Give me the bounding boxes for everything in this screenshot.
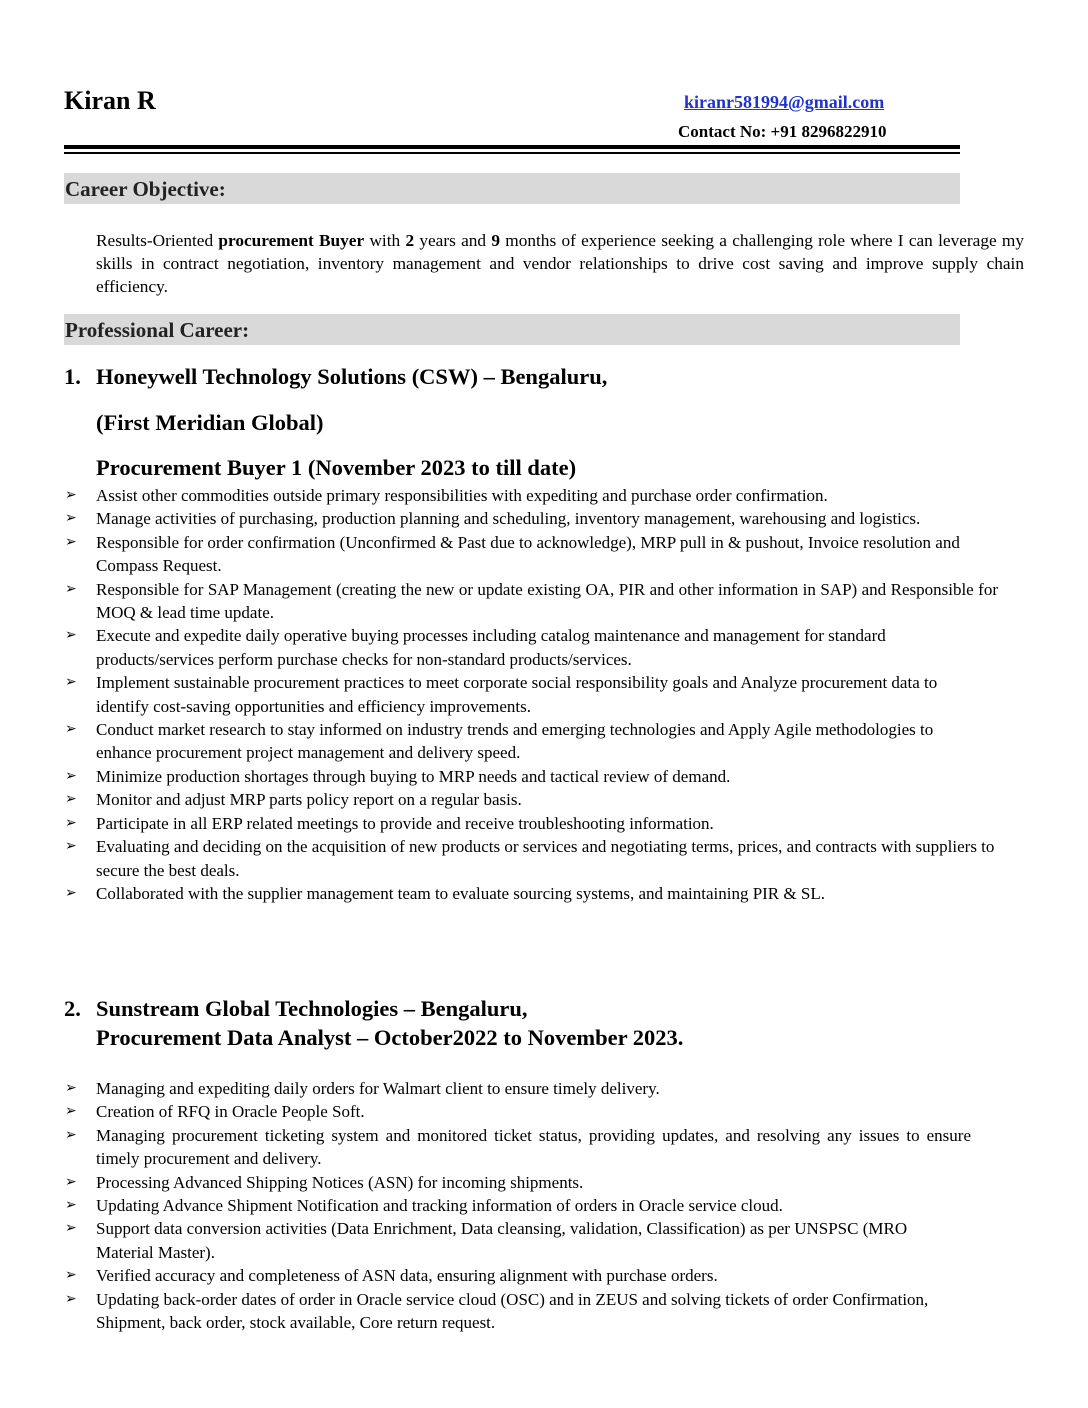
career-objective-heading: Career Objective: [65,177,226,201]
list-item-text: Minimize production shortages through buying to MRP needs and tactical review of demand. [96,766,731,786]
header-divider-thick [64,145,960,149]
list-item [65,1124,971,1171]
list-item [65,765,996,788]
job-1-responsibilities [65,484,998,905]
job-2-responsibilities [65,1077,971,1334]
arrow-bullet-icon: ➢ [65,815,77,831]
arrow-bullet-icon: ➢ [65,792,77,808]
arrow-bullet-icon: ➢ [65,1104,77,1120]
list-item [65,1288,951,1335]
arrow-bullet-icon: ➢ [65,1221,77,1237]
arrow-bullet-icon: ➢ [65,1081,77,1096]
list-item-text: Evaluating and deciding on the acquisition of new products or services and negotiating terms, prices, and contracts with suppliers to secure the best deals. [96,837,995,880]
list-item [65,671,956,718]
list-item-text: Participate in all ERP related meetings to provide and receive troubleshooting information. [96,813,714,833]
list-item [65,835,1001,882]
career-objective-text [96,229,1024,298]
objective-bold-part: 2 [405,231,415,250]
arrow-bullet-icon: ➢ [65,1268,77,1284]
list-item-text: Updating Advance Shipment Notification and tracking information of orders in Oracle service cloud. [96,1196,783,1216]
list-item-text: Managing and expediting daily orders for Walmart client to ensure timely delivery. [96,1079,660,1098]
list-item [65,1100,971,1123]
list-item [65,1264,971,1287]
list-item [65,484,936,507]
list-item-text: Support data conversion activities (Data Enrichment, Data cleansing, validation, Classification) as per UNSPSC (MRO Material Master). [96,1219,908,1262]
arrow-bullet-icon: ➢ [65,768,77,784]
arrow-bullet-icon: ➢ [65,675,77,691]
objective-text-part: with [364,231,406,250]
list-item [65,507,936,530]
candidate-name: Kiran R [64,86,156,115]
arrow-bullet-icon: ➢ [65,1291,77,1307]
list-item-text: Collaborated with the supplier management team to evaluate sourcing systems, and maintaining PIR & SL. [96,883,825,903]
list-item-text: Processing Advanced Shipping Notices (ASN) for incoming shipments. [96,1172,584,1192]
list-item [65,718,976,765]
list-item [65,578,998,625]
list-item [65,624,976,671]
list-item-text: Updating back-order dates of order in Oracle service cloud (OSC) and in ZEUS and solving tickets of order Confirmation, Shipment, back order, stock available, Core return request. [96,1289,929,1333]
professional-career-heading-band [64,314,960,345]
career-objective-heading-band [64,173,960,204]
arrow-bullet-icon: ➢ [65,1174,77,1190]
contact-number: Contact No: +91 8296822910 [678,122,887,141]
arrow-bullet-icon: ➢ [65,581,77,597]
list-item [65,531,1016,578]
list-item-text: Responsible for order confirmation (Unconfirmed & Past due to acknowledge), MRP pull in & pushout, Invoice resolution and Compass Request. [96,532,960,576]
arrow-bullet-icon: ➢ [65,1127,77,1143]
job-number: 1. [64,364,81,389]
list-item [65,788,996,811]
job-company: Sunstream Global Technologies – Bengaluru, [96,996,528,1021]
job-agency: (First Meridian Global) [96,410,324,435]
list-item [65,812,996,835]
list-item [65,1217,936,1264]
arrow-bullet-icon: ➢ [65,534,77,550]
list-item [65,882,996,905]
arrow-bullet-icon: ➢ [65,488,77,503]
professional-career-heading: Professional Career: [65,318,250,342]
objective-bold-part: procurement Buyer [218,231,365,250]
list-item-text: Verified accuracy and completeness of ASN data, ensuring alignment with purchase orders. [96,1266,718,1286]
list-item-text: Creation of RFQ in Oracle People Soft. [96,1102,365,1122]
objective-bold-part: 9 [491,231,500,250]
arrow-bullet-icon: ➢ [65,511,77,527]
arrow-bullet-icon: ➢ [65,722,77,738]
list-item [65,1077,971,1100]
objective-text-part: months of experience seeking a challenging role where I can leverage my skills in contract negotiation, inventory management and vendor relationships to drive cost saving and improve supply chain efficiency. [96,231,1024,296]
list-item-text: Managing procurement ticketing system and monitored ticket status, providing updates, and resolving any issues to ensure timely procurement and delivery. [96,1125,971,1169]
job-company: Honeywell Technology Solutions (CSW) – Bengaluru, [96,364,608,389]
list-item-text: Assist other commodities outside primary responsibilities with expediting and purchase order confirmation. [96,486,828,505]
arrow-bullet-icon: ➢ [65,1198,77,1214]
list-item-text: Execute and expedite daily operative buying processes including catalog maintenance and management for standard products/services perform purchase checks for non-standard products/services. [96,626,886,669]
header-divider-thin [64,152,960,154]
list-item-text: Manage activities of purchasing, production planning and scheduling, inventory management, warehousing and logistics. [96,509,921,529]
list-item-text: Conduct market research to stay informed on industry trends and emerging technologies and Apply Agile methodologies to enhance procurement project management and delivery speed. [96,720,934,763]
job-role: Procurement Buyer 1 (November 2023 to till date) [96,455,577,480]
job-role: Procurement Data Analyst – October2022 to November 2023. [96,1025,684,1050]
arrow-bullet-icon: ➢ [65,885,77,901]
arrow-bullet-icon: ➢ [65,628,77,644]
arrow-bullet-icon: ➢ [65,839,77,855]
list-item-text: Responsible for SAP Management (creating the new or update existing OA, PIR and other information in SAP) and Responsible for MOQ & lead time update. [96,579,998,623]
list-item-text: Monitor and adjust MRP parts policy report on a regular basis. [96,790,522,810]
list-item-text: Implement sustainable procurement practices to meet corporate social responsibility goals and Analyze procurement data to identify cost-saving opportunities and efficiency improvements. [96,673,938,716]
objective-text-part: years and [414,231,492,250]
email-link[interactable]: kiranr581994@gmail.com [684,92,885,112]
list-item [65,1194,971,1217]
job-number: 2. [64,996,81,1021]
list-item [65,1171,971,1194]
objective-text-part: Results-Oriented [96,231,219,250]
